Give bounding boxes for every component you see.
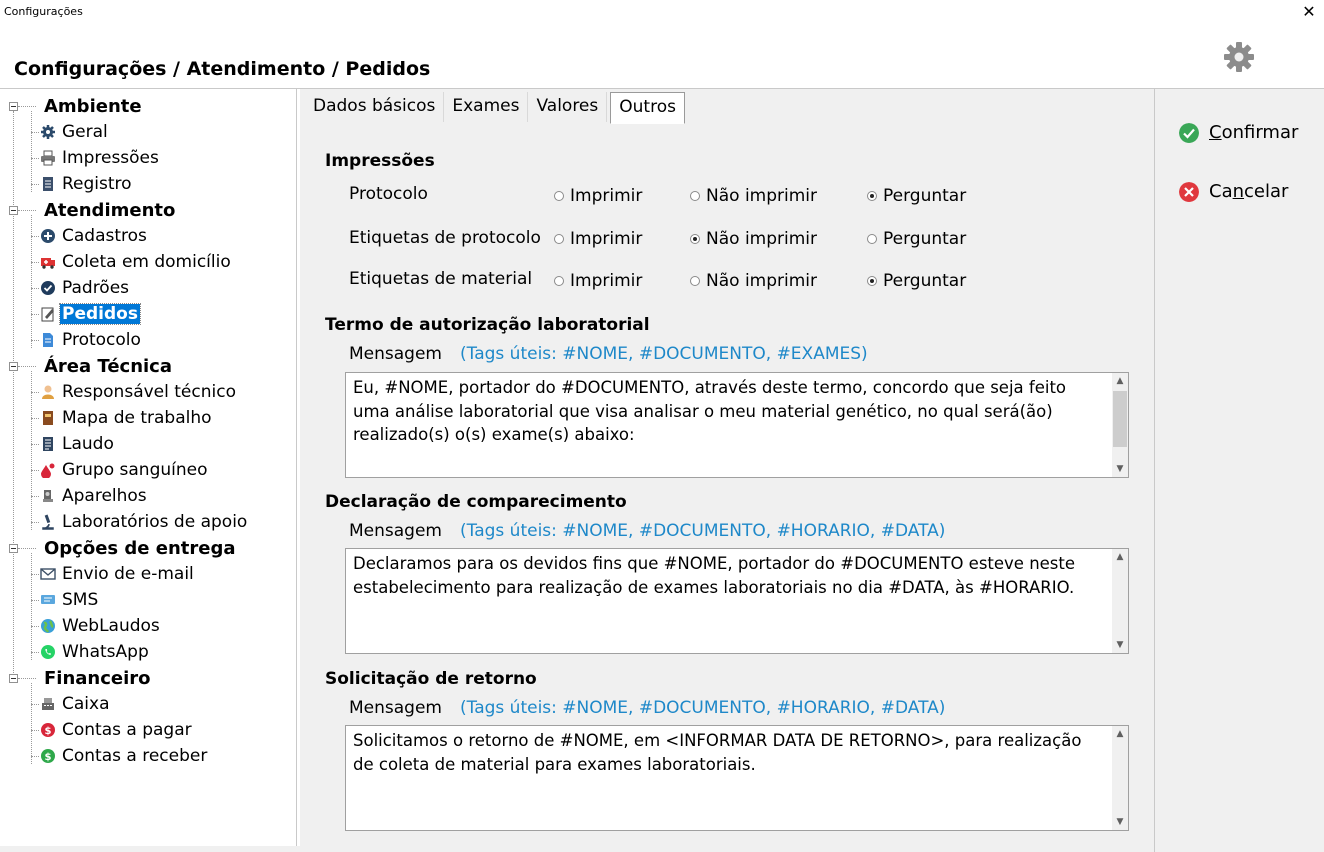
termo-tags: (Tags úteis: #NOME, #DOCUMENTO, #EXAMES) (460, 344, 868, 364)
config-panel (300, 89, 1154, 852)
message-label: Mensagem (349, 698, 442, 718)
window-title: Configurações (4, 5, 83, 18)
tree-connector (31, 444, 39, 445)
tree-item-contas-a-receber[interactable] (40, 744, 209, 768)
radio-etiq-material-imprimir[interactable] (554, 271, 642, 291)
radio-etiq-protocolo-nao-imprimir[interactable] (690, 229, 817, 249)
termo-message-label (349, 344, 868, 364)
cancel-label-b: n (1232, 181, 1245, 202)
tree-connector (31, 496, 39, 497)
tree-item-label: Pedidos (62, 304, 138, 324)
settings-tree[interactable] (0, 89, 297, 852)
tree-item-label: Impressões (62, 148, 159, 168)
cancel-label-c: celar (1244, 181, 1289, 202)
tree-item-registro[interactable] (40, 172, 134, 196)
tree-item-label: Padrões (62, 278, 130, 298)
radio-dot (690, 234, 700, 244)
mail-icon (40, 566, 56, 582)
tree-line (31, 553, 32, 660)
tree-group-financeiro[interactable] (42, 666, 153, 690)
message-label: Mensagem (349, 521, 442, 541)
book-icon (40, 410, 56, 426)
tree-connector (31, 574, 39, 575)
radio-label: Imprimir (570, 271, 643, 291)
tree-item-label: Coleta em domicílio (62, 252, 231, 272)
solicitacao-message-label (349, 698, 945, 718)
solicitacao-text: Solicitamos o retorno de #NOME, em <INFORMAR DATA DE RETORNO>, para realização de coleta de material para exames laboratoriais. (353, 731, 1082, 774)
tree-item-label: Responsável técnico (62, 382, 236, 402)
row-label-etiquetas-material: Etiquetas de material (349, 269, 533, 289)
cancel-label-a: Ca (1209, 181, 1233, 202)
confirm-label (1209, 122, 1298, 143)
tree-connector (31, 730, 39, 731)
scroll-down-icon[interactable]: ▼ (1116, 640, 1124, 650)
tree-connector (31, 522, 39, 523)
tree-group-atendimento[interactable] (42, 198, 177, 222)
declaracao-text: Declaramos para os devidos fins que #NOME, portador do #DOCUMENTO esteve neste estabelecimento para realização de exames laboratoriais no dia #DATA, às #HORARIO. (353, 554, 1076, 597)
solicitacao-textarea[interactable] (345, 725, 1129, 831)
radio-dot (690, 276, 700, 286)
tree-item-pedidos[interactable] (40, 302, 140, 326)
actions-panel (1154, 89, 1324, 852)
tree-item-caixa[interactable] (40, 692, 112, 716)
blood-drop-icon (40, 462, 56, 478)
radio-label: Imprimir (570, 229, 643, 249)
tree-connector (31, 600, 39, 601)
tree-item-label: Cadastros (62, 226, 147, 246)
tree-connector (31, 288, 39, 289)
radio-dot (554, 191, 564, 201)
radio-label: Não imprimir (706, 186, 817, 206)
cancel-label (1209, 181, 1288, 202)
declaracao-tags: (Tags úteis: #NOME, #DOCUMENTO, #HORARIO, #DATA) (460, 521, 946, 541)
tab-exames[interactable]: Exames (444, 92, 528, 122)
row-label-etiquetas-protocolo: Etiquetas de protocolo (349, 228, 541, 248)
declaracao-scrollbar[interactable] (1112, 549, 1128, 653)
tab-valores[interactable]: Valores (528, 92, 607, 122)
tree-item-label: WhatsApp (62, 642, 149, 662)
scroll-up-icon[interactable]: ▲ (1116, 729, 1124, 739)
tree-item-laboratorios-de-apoio[interactable] (40, 510, 249, 534)
tree-item-padroes[interactable] (40, 276, 131, 300)
tree-connector (18, 210, 36, 211)
impressoes-title: Impressões (325, 151, 435, 171)
radio-protocolo-imprimir[interactable] (554, 186, 642, 206)
radio-protocolo-perguntar[interactable] (867, 186, 966, 206)
radio-label: Não imprimir (706, 271, 817, 291)
document-icon (40, 176, 56, 192)
radio-dot (867, 234, 877, 244)
report-icon (40, 436, 56, 452)
tree-line (31, 215, 32, 348)
tree-connector (31, 158, 39, 159)
svg-text:$: $ (44, 752, 52, 763)
tab-dados-basicos[interactable]: Dados básicos (305, 92, 444, 122)
confirm-label-rest: onfirmar (1221, 122, 1299, 143)
radio-etiq-material-nao-imprimir[interactable] (690, 271, 817, 291)
tree-item-envio-de-e-mail[interactable] (40, 562, 196, 586)
radio-label: Não imprimir (706, 229, 817, 249)
tree-group-area-tecnica[interactable] (42, 354, 174, 378)
radio-label: Perguntar (883, 271, 967, 291)
solicitacao-tags: (Tags úteis: #NOME, #DOCUMENTO, #HORARIO, #DATA) (460, 698, 946, 718)
declaracao-textarea[interactable] (345, 548, 1129, 654)
tree-connector (31, 184, 39, 185)
tree-line (31, 683, 32, 764)
tree-connector (18, 548, 36, 549)
tree-bottom-strip (0, 846, 300, 852)
radio-dot (690, 191, 700, 201)
tree-connector (31, 236, 39, 237)
globe-icon (40, 618, 56, 634)
collapse-toggle-icon[interactable] (9, 674, 18, 683)
termo-textarea[interactable] (345, 372, 1129, 478)
collapse-toggle-icon[interactable] (9, 362, 18, 371)
sms-icon (40, 592, 56, 608)
collapse-toggle-icon[interactable] (9, 544, 18, 553)
tree-item-weblaudos[interactable] (40, 614, 162, 638)
termo-title: Termo de autorização laboratorial (325, 315, 650, 335)
tree-line (13, 111, 14, 681)
tree-connector (31, 314, 39, 315)
termo-scrollbar[interactable] (1112, 373, 1128, 477)
tree-connector (31, 418, 39, 419)
tree-item-label: Laudo (62, 434, 114, 454)
tree-item-label: Registro (62, 174, 132, 194)
tree-connector (31, 340, 39, 341)
tree-item-label: Aparelhos (62, 486, 147, 506)
tree-item-label: Contas a pagar (62, 720, 192, 740)
confirm-label-first: C (1209, 122, 1222, 143)
tree-item-aparelhos[interactable] (40, 484, 149, 508)
tree-connector (31, 392, 39, 393)
tree-item-whatsapp[interactable] (40, 640, 151, 664)
collapse-toggle-icon[interactable] (9, 206, 18, 215)
confirm-button[interactable] (1179, 122, 1298, 143)
cancel-button[interactable] (1179, 181, 1288, 202)
tree-connector (31, 652, 39, 653)
tree-item-label: Mapa de trabalho (62, 408, 212, 428)
message-label: Mensagem (349, 344, 442, 364)
tree-item-label: Geral (62, 122, 108, 142)
gear-icon (40, 124, 56, 140)
tree-connector (31, 704, 39, 705)
radio-etiq-protocolo-imprimir[interactable] (554, 229, 642, 249)
tree-connector (31, 756, 39, 757)
scroll-down-icon[interactable]: ▼ (1116, 817, 1124, 827)
tree-item-impressoes[interactable] (40, 146, 161, 170)
svg-text:$: $ (44, 726, 52, 737)
radio-label: Perguntar (883, 186, 967, 206)
tab-bar (305, 92, 685, 122)
tree-item-cadastros[interactable] (40, 224, 149, 248)
tree-item-grupo-sanguineo[interactable] (40, 458, 210, 482)
tree-group-ambiente[interactable] (42, 94, 144, 118)
tree-line (31, 111, 32, 192)
tree-item-label: Envio de e-mail (62, 564, 194, 584)
scroll-up-icon[interactable]: ▲ (1116, 552, 1124, 562)
check-icon (40, 280, 56, 296)
tree-connector (18, 106, 36, 107)
device-icon (40, 488, 56, 504)
scroll-up-icon[interactable]: ▲ (1116, 376, 1124, 386)
tree-item-label: Opções de entrega (44, 537, 236, 559)
tree-item-label: Contas a receber (62, 746, 208, 766)
tree-item-label: Atendimento (44, 199, 176, 221)
ambulance-icon (40, 254, 56, 270)
tree-item-coleta-em-domicilio[interactable] (40, 250, 233, 274)
tree-item-label: Ambiente (44, 95, 142, 117)
page-title: Configurações / Atendimento / Pedidos (14, 58, 431, 80)
tree-connector (31, 262, 39, 263)
radio-dot (867, 276, 877, 286)
collapse-toggle-icon[interactable] (9, 102, 18, 111)
scroll-thumb[interactable] (1113, 391, 1127, 447)
tree-item-laudo[interactable] (40, 432, 116, 456)
close-button[interactable]: ✕ (1302, 2, 1316, 21)
tree-connector (18, 366, 36, 367)
tree-item-label: Grupo sanguíneo (62, 460, 208, 480)
radio-label: Imprimir (570, 186, 643, 206)
radio-label: Perguntar (883, 229, 967, 249)
radio-protocolo-nao-imprimir[interactable] (690, 186, 817, 206)
tree-item-label: Financeiro (44, 667, 151, 689)
edit-icon (40, 306, 56, 322)
tree-item-mapa-de-trabalho[interactable] (40, 406, 214, 430)
tab-outros[interactable]: Outros (610, 92, 685, 124)
person-icon (40, 384, 56, 400)
tree-item-label: SMS (62, 590, 99, 610)
whatsapp-icon (40, 644, 56, 660)
tree-item-geral[interactable] (40, 120, 110, 144)
radio-dot (554, 276, 564, 286)
tree-item-label: Área Técnica (44, 355, 172, 377)
printer-icon (40, 150, 56, 166)
plus-icon (40, 228, 56, 244)
radio-dot (554, 234, 564, 244)
radio-dot (867, 191, 877, 201)
tree-line (31, 371, 32, 530)
solicitacao-title: Solicitação de retorno (325, 669, 537, 689)
close-circle-icon (1179, 182, 1199, 202)
gear-icon[interactable] (1222, 40, 1256, 74)
solicitacao-scrollbar[interactable] (1112, 726, 1128, 830)
tree-group-opcoes-de-entrega[interactable] (42, 536, 238, 560)
declaracao-message-label (349, 521, 945, 541)
scroll-down-icon[interactable]: ▼ (1116, 464, 1124, 474)
tree-connector (31, 626, 39, 627)
radio-etiq-material-perguntar[interactable] (867, 271, 966, 291)
tree-item-sms[interactable] (40, 588, 100, 612)
radio-etiq-protocolo-perguntar[interactable] (867, 229, 966, 249)
tree-item-protocolo[interactable] (40, 328, 143, 352)
cash-register-icon (40, 696, 56, 712)
tree-item-label: Laboratórios de apoio (62, 512, 248, 532)
tree-connector (31, 470, 39, 471)
tree-connector (18, 678, 36, 679)
microscope-icon (40, 514, 56, 530)
check-circle-icon (1179, 123, 1199, 143)
declaracao-title: Declaração de comparecimento (325, 492, 627, 512)
tree-item-label: Protocolo (62, 330, 141, 350)
tree-item-responsavel-tecnico[interactable] (40, 380, 238, 404)
tree-connector (31, 132, 39, 133)
termo-text: Eu, #NOME, portador do #DOCUMENTO, através deste termo, concordo que seja feito uma análise laboratorial que visa analisar o meu material genético, no qual será(ão) realizado(s) o(s) exame(s) abaixo: (353, 378, 1067, 444)
tree-item-contas-a-pagar[interactable] (40, 718, 194, 742)
row-label-protocolo: Protocolo (349, 184, 428, 204)
tree-item-label: WebLaudos (62, 616, 160, 636)
dollar-green-icon (40, 748, 56, 764)
tree-item-label: Caixa (62, 694, 110, 714)
file-icon (40, 332, 56, 348)
dollar-red-icon (40, 722, 56, 738)
